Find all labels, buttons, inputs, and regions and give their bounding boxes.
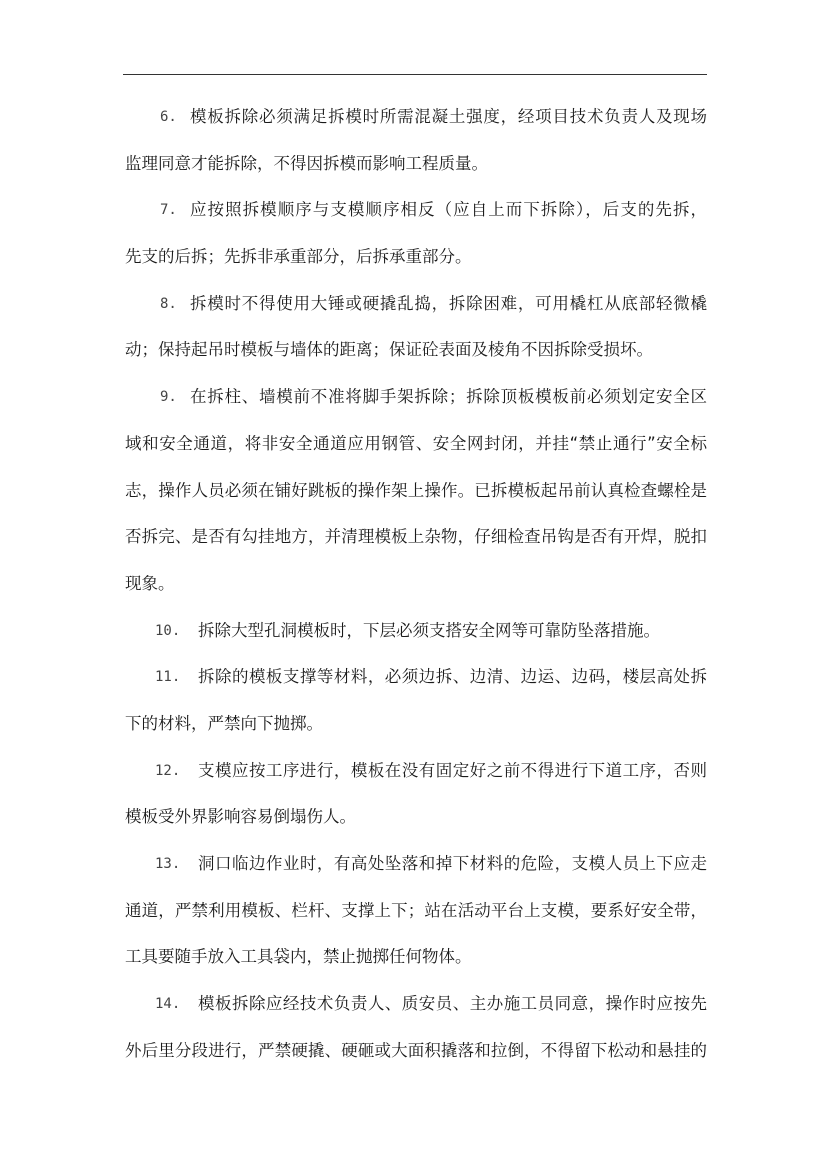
paragraph-item-11 (125, 660, 707, 753)
paragraph-item-9 (125, 380, 707, 613)
paragraph-text: 拆模时不得使用大锤或硬撬乱捣，拆除困难，可用橇杠从底部轻微橇 (190, 293, 707, 313)
item-number: 7. (160, 202, 177, 219)
paragraph-item-10 (125, 614, 707, 661)
paragraph-first-line (125, 287, 707, 334)
paragraph-line: 外后里分段进行，严禁硬撬、硬砸或大面积撬落和拉倒，不得留下松动和悬挂的 (125, 1040, 707, 1060)
paragraph-first-line (125, 754, 707, 801)
paragraph-first-line (125, 614, 707, 661)
paragraph-first-line (125, 100, 707, 147)
paragraph-line: 下的材料，严禁向下抛掷。 (125, 713, 323, 733)
paragraph-line: 域和安全通道，将非安全通道应用钢管、安全网封闭，并挂“禁止通行”安全标 (125, 433, 707, 453)
paragraph-line: 监理同意才能拆除，不得因拆模而影响工程质量。 (125, 153, 488, 173)
paragraph-line: 现象。 (125, 573, 175, 593)
paragraph-first-line (125, 847, 707, 894)
item-number: 6. (160, 109, 177, 125)
paragraph-text: 支模应按工序进行，模板在没有固定好之前不得进行下道工序，否则 (198, 760, 707, 780)
paragraph-text: 在拆柱、墙模前不准将脚手架拆除；拆除顶板模板前必须划定安全区 (190, 387, 707, 407)
paragraph-line: 志，操作人员必须在铺好跳板的操作架上操作。已拆模板起吊前认真检查螺栓是 (125, 480, 707, 500)
paragraph-line: 动；保持起吊时模板与墙体的距离；保证砼表面及棱角不因拆除受损坏。 (125, 340, 653, 360)
paragraph-line: 模板受外界影响容易倒塌伤人。 (125, 807, 356, 827)
item-number: 10. (155, 622, 181, 639)
item-number: 9. (160, 389, 177, 406)
paragraph-text: 应按照拆模顺序与支模顺序相反（应自上而下拆除），后支的先拆， (190, 200, 707, 220)
paragraph-text: 拆除的模板支撑等材料，必须边拆、边清、边运、边码，楼层高处拆 (198, 667, 707, 687)
paragraph-text: 模板拆除应经技术负责人、质安员、主办施工员同意，操作时应按先 (198, 994, 707, 1014)
paragraph-line: 通道，严禁利用模板、栏杆、支撑上下；站在活动平台上支模，要系好安全带， (125, 900, 707, 920)
header-rule (123, 74, 707, 75)
paragraph-item-6 (125, 100, 707, 193)
paragraph-text: 洞口临边作业时，有高处坠落和掉下材料的危险，支模人员上下应走 (198, 854, 707, 873)
paragraph-first-line (125, 193, 707, 240)
paragraph-first-line (125, 987, 707, 1034)
paragraph-item-7 (125, 193, 707, 286)
paragraph-line: 先支的后拆；先拆非承重部分，后拆承重部分。 (125, 247, 472, 267)
item-number: 11. (155, 669, 181, 686)
paragraph-item-12 (125, 754, 707, 847)
item-number: 12. (155, 762, 181, 779)
paragraph-first-line (125, 380, 707, 427)
paragraph-item-13 (125, 847, 707, 987)
paragraph-item-8 (125, 287, 707, 380)
item-number: 13. (155, 856, 181, 872)
paragraph-first-line (125, 660, 707, 707)
paragraph-text: 模板拆除必须满足拆模时所需混凝土强度，经项目技术负责人及现场 (190, 107, 707, 126)
item-number: 14. (155, 996, 181, 1013)
item-number: 8. (160, 295, 177, 312)
paragraph-line: 否拆完、是否有勾挂地方，并清理模板上杂物，仔细检查吊钩是否有开焊，脱扣 (125, 527, 707, 547)
document-body (125, 100, 707, 1080)
paragraph-item-14 (125, 987, 707, 1080)
paragraph-text: 拆除大型孔洞模板时，下层必须支搭安全网等可靠防坠落措施。 (198, 620, 660, 640)
paragraph-line: 工具要随手放入工具袋内，禁止抛掷任何物体。 (125, 947, 472, 967)
